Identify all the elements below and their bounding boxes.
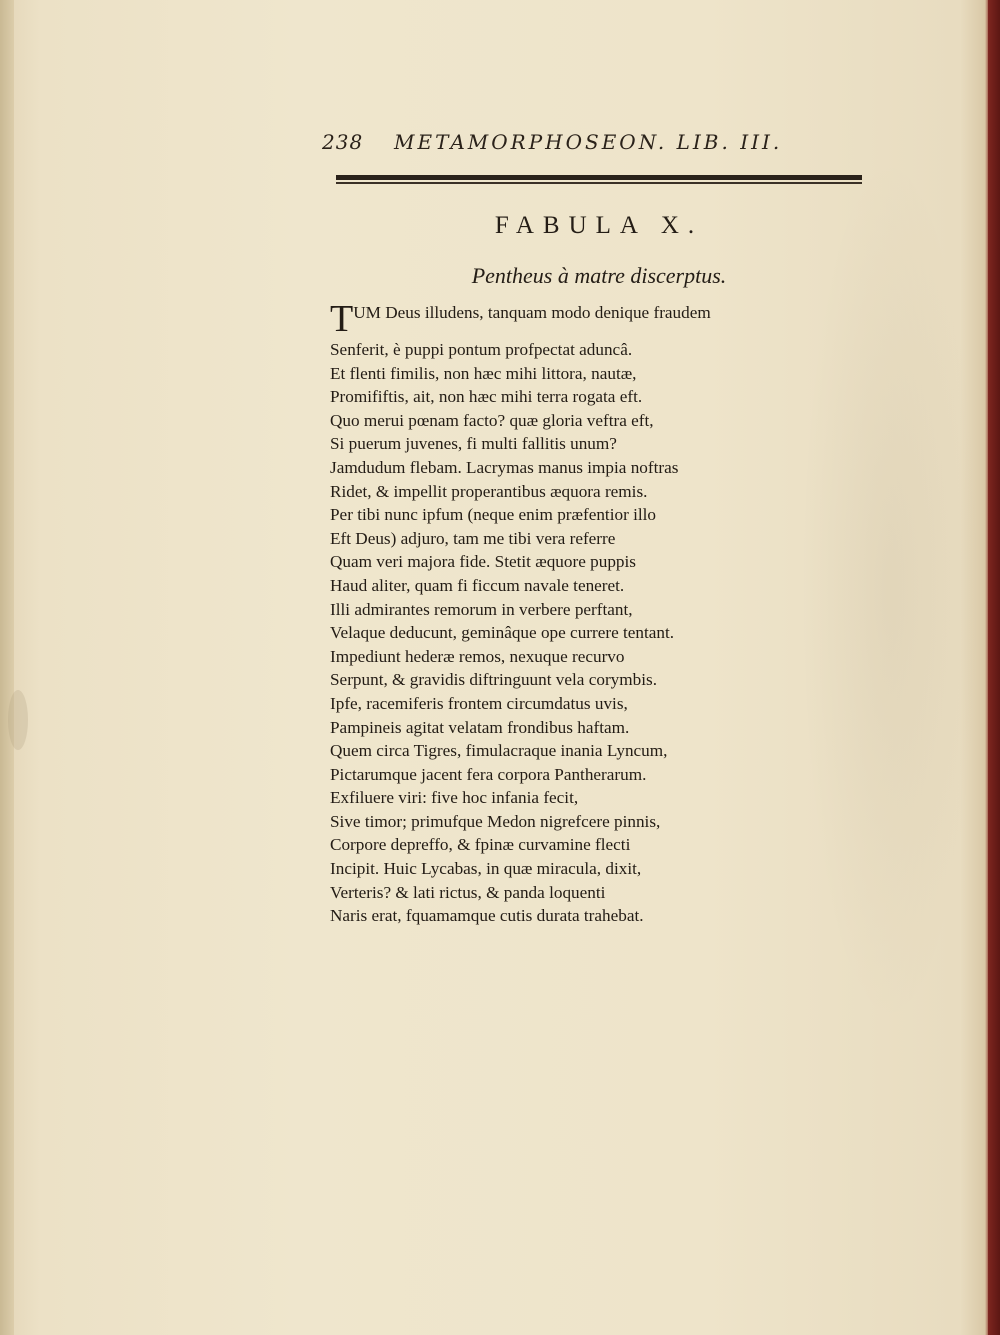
verse-line: Per tibi nunc ipfum (neque enim præfentior illo (330, 505, 657, 525)
verse-line: Eft Deus) adjuro, tam me tibi vera referre (330, 528, 616, 548)
verse-line: Si puerum juvenes, fi multi fallitis unum? (330, 434, 617, 454)
paper-stain (8, 690, 28, 750)
header-rule-thin (336, 182, 862, 184)
drop-cap: T (330, 298, 354, 340)
verse-line: Pictarumque jacent fera corpora Pantherarum. (330, 764, 647, 784)
book-cover-edge (988, 0, 1000, 1335)
verse-line: Exfiluere viri: five hoc infania fecit, (330, 788, 579, 808)
page-number: 238 (322, 130, 364, 154)
page-header (322, 130, 842, 160)
verse-line: Velaque deducunt, geminâque ope currere tentant. (330, 623, 675, 643)
verse-line: Jamdudum flebam. Lacrymas manus impia noftras (330, 457, 679, 477)
verse-line: Impediunt hederæ remos, nexuque recurvo (330, 646, 625, 666)
verse-line-first (330, 300, 870, 338)
running-head: METAMORPHOSEON. LIB. III. (394, 130, 783, 154)
verse-line: Haud aliter, quam fi ficcum navale teneret. (330, 575, 625, 595)
verse-line: Incipit. Huic Lycabas, in quæ miracula, dixit, (330, 859, 642, 879)
verse-line: Corpore depreffo, & fpinæ curvamine flecti (330, 835, 631, 855)
verse-line: Illi admirantes remorum in verbere perftant, (330, 599, 633, 619)
header-rule-thick (336, 175, 862, 180)
verse-line: Naris erat, fquamamque cutis durata trahebat. (330, 906, 644, 926)
verse-line: Senferit, è puppi pontum profpectat aduncâ. (330, 340, 633, 359)
verse-line: Et flenti fimilis, non hæc mihi littora, nautæ, (330, 363, 637, 383)
fable-title: FABULA X. (494, 212, 704, 239)
verse-line: Quam veri majora fide. Stetit æquore puppis (330, 552, 636, 572)
verse-line: Ipfe, racemiferis frontem circumdatus uvis, (330, 693, 628, 713)
verse-line-text: UM Deus illudens, tanquam modo denique fraudem (353, 303, 711, 322)
page-gutter (0, 0, 14, 1335)
verse-line: Quem circa Tigres, fimulacraque inania Lyncum, (330, 741, 668, 761)
verse-line: Pampineis agitat velatam frondibus haftam. (330, 717, 630, 737)
verse-lines (330, 338, 870, 928)
poem-text (330, 300, 870, 928)
fable-subtitle: Pentheus à matre discerptus. (471, 263, 727, 288)
verse-line: Serpunt, & gravidis diftringuunt vela corymbis. (330, 670, 657, 690)
verse-line: Quo merui pœnam facto? quæ gloria veftra eft, (330, 410, 654, 430)
verse-line: Ridet, & impellit properantibus æquora remis. (330, 481, 648, 501)
verse-line: Verteris? & lati rictus, & panda loquenti (330, 882, 606, 902)
verse-line: Promififtis, ait, non hæc mihi terra rogata eft. (330, 387, 643, 407)
verse-line: Sive timor; primufque Medon nigrefcere pinnis, (330, 811, 661, 831)
